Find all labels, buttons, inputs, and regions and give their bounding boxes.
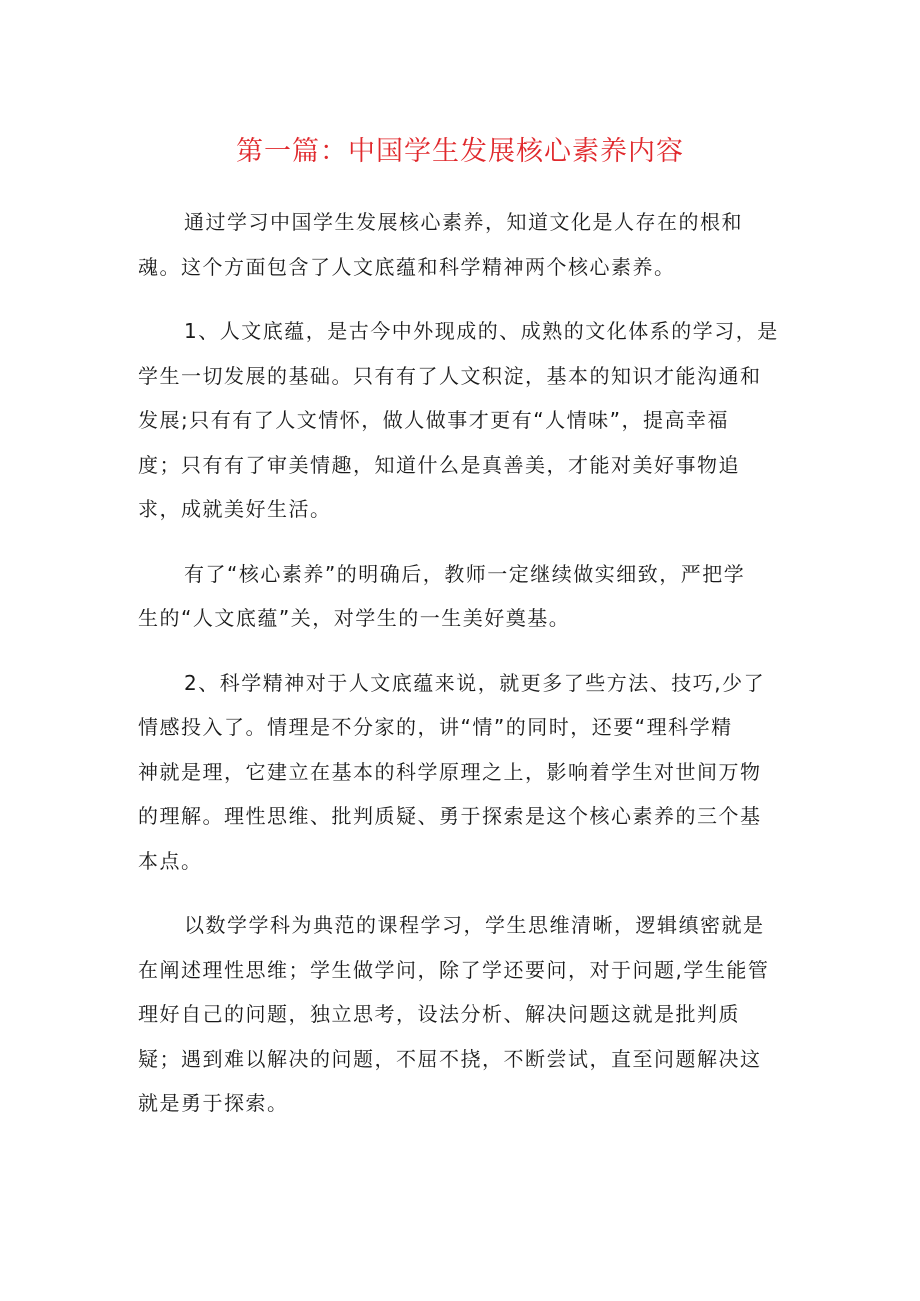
text-line: 求，成就美好生活。 [138, 497, 332, 521]
text-line: 在阐述理性思维；学生做学问，除了学还要问，对于问题,学生能管 [138, 957, 770, 982]
text-line: 学生一切发展的基础。只有有了人文积淀，基本的知识才能沟通和 [138, 363, 762, 388]
text-line: 有了“核心素养”的明确后，教师一定继续做实细致，严把学 [184, 561, 746, 586]
paragraph-humanities [138, 309, 784, 532]
paragraph-science [138, 661, 784, 884]
paragraph-math [138, 903, 784, 1126]
document-body [138, 200, 784, 1146]
text-line: 情感投入了。情理是不分家的，讲“情”的同时，还要“理科学精 [138, 715, 733, 739]
text-line: 神就是理，它建立在基本的科学原理之上，影响着学生对世间万物 [138, 759, 762, 784]
text-line: 魂。这个方面包含了人文底蕴和科学精神两个核心素养。 [138, 254, 676, 279]
text-line: 2、科学精神对于人文底蕴来说，就更多了些方法、技巧,少了 [184, 670, 766, 695]
text-line: 通过学习中国学生发展核心素养，知道文化是人存在的根和 [184, 210, 743, 234]
text-line: 1、人文底蕴，是古今中外现成的、成熟的文化体系的学习，是 [184, 319, 779, 343]
text-line: 的理解。理性思维、批判质疑、勇于探索是这个核心素养的三个基 [138, 804, 762, 828]
text-line: 就是勇于探索。 [138, 1091, 289, 1115]
paragraph-intro [138, 200, 784, 289]
paragraph-teacher [138, 552, 784, 641]
text-line: 生的“人文底蕴”关，对学生的一生美好奠基。 [138, 606, 571, 630]
text-line: 发展;只有有了人文情怀，做人做事才更有“人情味”，提高幸福 [138, 408, 729, 432]
page-title: 第一篇：中国学生发展核心素养内容 [236, 136, 684, 167]
text-line: 理好自己的问题，独立思考，设法分析、解决问题这就是批判质 [138, 1002, 740, 1026]
text-line: 以数学学科为典范的课程学习，学生思维清晰，逻辑缜密就是 [184, 913, 765, 937]
text-line: 度；只有有了审美情趣，知道什么是真善美，才能对美好事物追 [138, 452, 740, 477]
text-line: 疑；遇到难以解决的问题，不屈不挠，不断尝试，直至问题解决这 [138, 1046, 762, 1071]
text-line: 本点。 [138, 848, 203, 873]
